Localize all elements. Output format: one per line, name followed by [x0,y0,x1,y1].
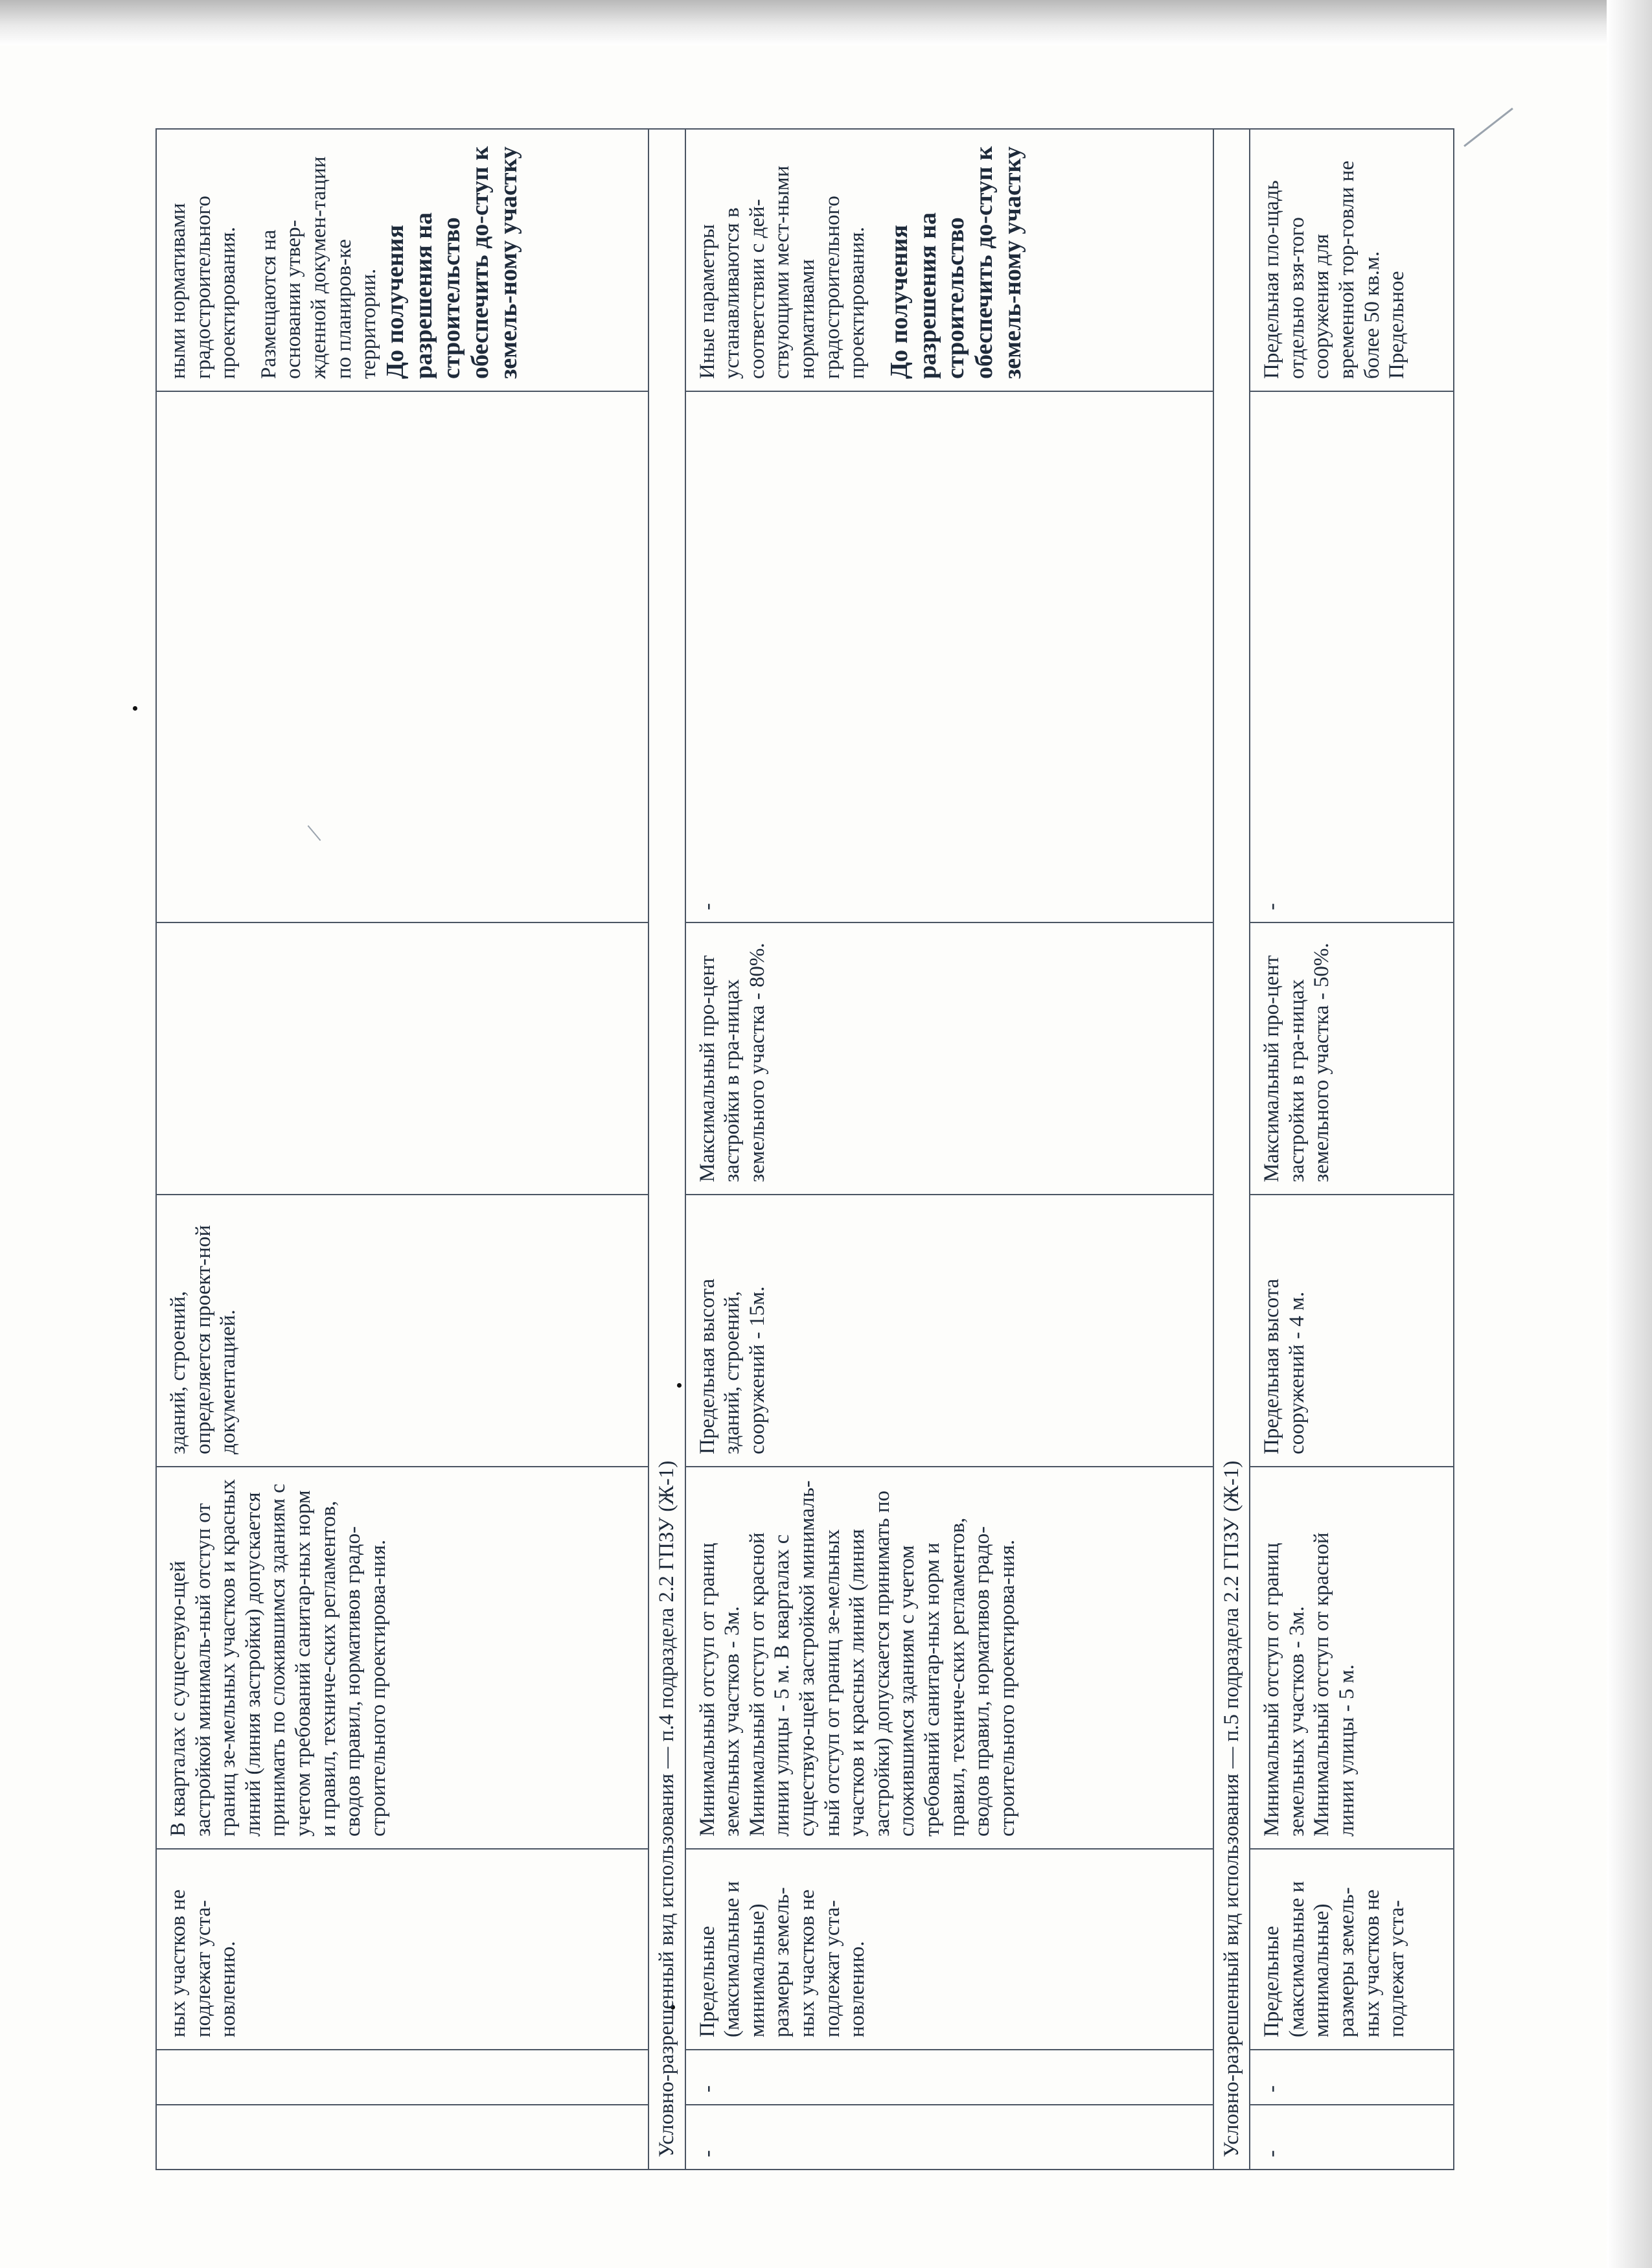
cell-notes [685,129,1213,391]
table-row-p5 [1250,129,1454,2170]
cell-notes: Предельная пло-щадь отдельно взя-того сооружения для временной тор-говли не более 50 кв.м. Предельное [1250,129,1454,391]
scan-shadow-right [1607,0,1652,2268]
cell-c1 [156,2105,648,2170]
cell-other [156,391,648,922]
cell-lot-size: ных участков не подлежат уста-новлению. [156,1849,648,2050]
cell-coverage [156,922,648,1195]
cell-c1: - [685,2105,1213,2170]
cell-lot-size: Предельные (максимальные и минимальные) размеры земель-ных участков не подлежат уста-новлению. [685,1849,1213,2050]
scan-shadow-top [0,0,1652,45]
cell-c2: - [685,2050,1213,2105]
notes-bold: До получения разрешения на строительство обеспечить до-ступ к земель-ному участку [885,146,1026,379]
cell-setbacks: Минимальный отступ от границ земельных участков - 3м. Минимальный отступ от красной линии улицы - 5 м. [1250,1467,1454,1849]
cell-coverage: Максимальный про-цент застройки в гра-ницах земельного участка - 50%. [1250,922,1454,1195]
cell-lot-size: Предельные (максимальные и минимальные) размеры земель-ных участков не подлежат уста- [1250,1849,1454,2050]
cell-c2: - [1250,2050,1454,2105]
notes-bold: До получения разрешения на строительство обеспечить до-ступ к земель-ному участку [381,146,522,379]
cell-coverage: Максимальный про-цент застройки в гра-ницах земельного участка - 80%. [685,922,1213,1195]
cell-other: - [685,391,1213,922]
table-row-p4 [685,129,1213,2170]
cell-setbacks: Минимальный отступ от границ земельных участков - 3м. Минимальный отступ от красной линии улицы - 5 м. В кварталах с существую-щей застройкой минималь-ный отступ от границ зе-мельных участков и красных линий (линия застройки) допускается принимать по сложившимся зданиям с учетом требований санитар-ных норм и правил, техниче-ских регламентов, сводов правил, нормативов градо-строительного проектирова-ния. [685,1467,1213,1849]
cell-c1: - [1250,2105,1454,2170]
cell-c2 [156,2050,648,2105]
table-row-continuation [156,129,648,2170]
section-header-row [1213,129,1250,2170]
cell-other: - [1250,391,1454,922]
notes-paragraph: Размещаются на основании утвер-жденной докумен-тации по планиров-ке территории. [257,156,381,379]
scan-artifact [1463,108,1513,147]
rotated-table-canvas [155,130,1445,2170]
zoning-parameters-table [155,128,1454,2170]
cell-setbacks: В кварталах с существую-щей застройкой минималь-ный отступ от границ зе-мельных участков и красных линий (линия застройки) допускается принимать по сложившимся зданиям с учетом требований санитар-ных норм и правил, техниче-ских регламентов, сводов правил, нормативов градо-строительного проектирова-ния. [156,1467,648,1849]
scan-speck [133,706,137,711]
cell-height: зданий, строений, определяется проект-ной документацией. [156,1195,648,1467]
section-title: Условно-разрешенный вид использования — п.4 подраздела 2.2 ГПЗУ (Ж-1) [648,129,685,2170]
cell-height: Предельная высота зданий, строений, сооружений - 15м. [685,1195,1213,1467]
notes-paragraph: Иные параметры устанавливаются в соответствии с дей-ствующими мест-ными нормативами градостроительного проектирования. [695,165,869,379]
cell-height: Предельная высота сооружений - 4 м. [1250,1195,1454,1467]
cell-notes [156,129,648,391]
section-title: Условно-разрешенный вид использования — п.5 подраздела 2.2 ГПЗУ (Ж-1) [1213,129,1250,2170]
notes-paragraph: ными нормативами градостроительного проектирования. [166,196,240,379]
section-header-row [648,129,685,2170]
